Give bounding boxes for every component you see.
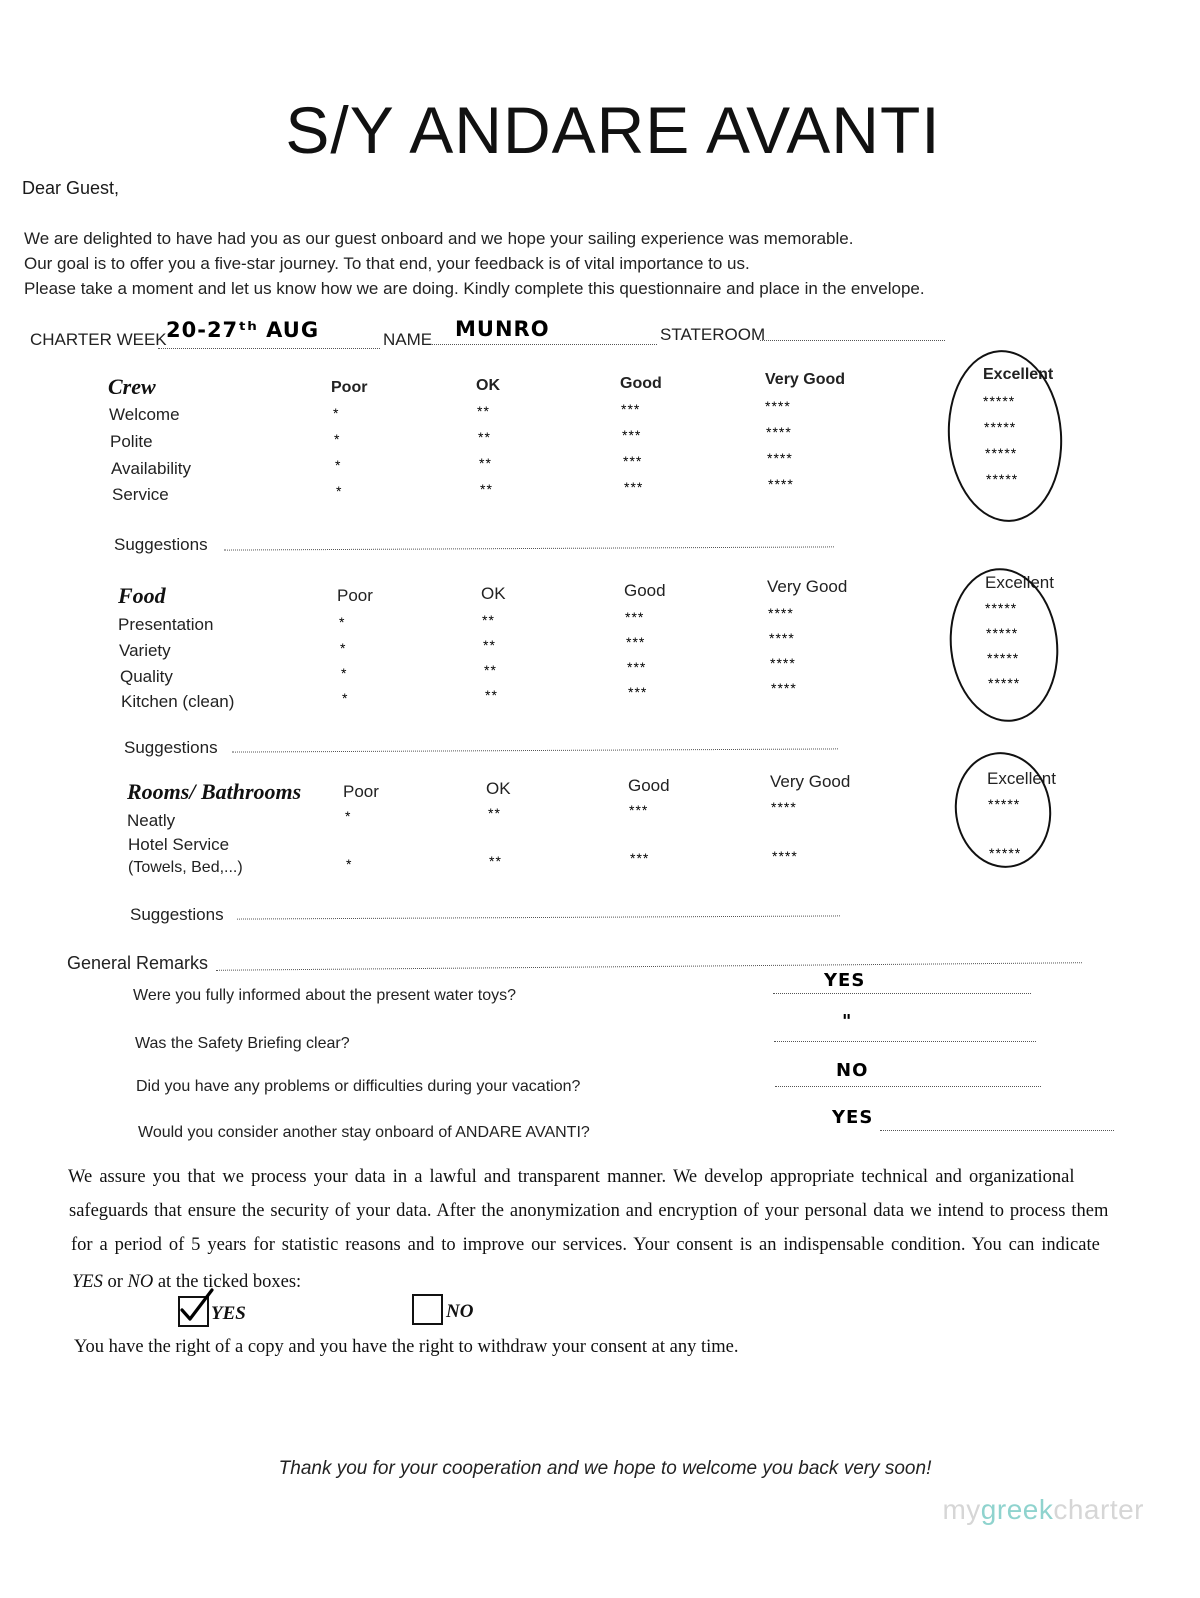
question-water-toys: Were you fully informed about the present water toys?: [133, 987, 517, 1004]
food-col-very-good: Very Good: [767, 577, 848, 596]
crew-service-poor[interactable]: *: [336, 483, 343, 499]
consent-no-label: NO: [446, 1301, 474, 1322]
rooms-neatly-ok[interactable]: **: [488, 805, 501, 821]
consent-line-1: We assure you that we process your data in a lawful and transparent manner. We develop appropriate technical and organizational: [68, 1167, 1075, 1187]
rooms-hotel-poor[interactable]: *: [346, 856, 353, 872]
answer-problems[interactable]: NO: [836, 1060, 869, 1081]
food-quality-good[interactable]: ***: [627, 659, 647, 675]
crew-service-very-good[interactable]: ****: [768, 476, 794, 492]
crew-col-very-good: Very Good: [765, 371, 846, 388]
rooms-neatly-poor[interactable]: *: [345, 808, 352, 824]
crew-service-good[interactable]: ***: [624, 479, 644, 495]
question-another-stay: Would you consider another stay onboard of ANDARE AVANTI?: [138, 1124, 590, 1141]
consent-yes-checkbox[interactable]: [178, 1296, 209, 1327]
crew-availability-poor[interactable]: *: [335, 457, 342, 473]
food-col-ok: OK: [481, 584, 506, 603]
consent-line-2: safeguards that ensure the security of your data. After the anonymization and encryption of your personal data we intend to process them: [69, 1201, 1109, 1221]
crew-col-poor: Poor: [331, 379, 368, 396]
intro-line-2: Our goal is to offer you a five-star journey. To that end, your feedback is of vital importance to us.: [24, 254, 750, 273]
consent-instruction: at the ticked boxes:: [157, 1272, 302, 1292]
food-col-excellent: Excellent: [985, 573, 1054, 592]
charter-week-label: CHARTER WEEK: [30, 330, 167, 349]
rooms-col-very-good: Very Good: [770, 772, 851, 791]
name-label: NAME: [383, 330, 433, 349]
crew-heading: Crew: [108, 374, 156, 399]
crew-polite-good[interactable]: ***: [622, 427, 642, 443]
crew-welcome-excellent[interactable]: *****: [983, 393, 1016, 409]
food-suggestions-line[interactable]: [232, 748, 838, 752]
rooms-hotel-ok[interactable]: **: [489, 853, 502, 869]
food-presentation-poor[interactable]: *: [339, 614, 346, 630]
charter-week-line: [158, 348, 380, 349]
rooms-col-poor: Poor: [343, 782, 379, 801]
food-variety-excellent[interactable]: *****: [986, 625, 1019, 641]
food-presentation-good[interactable]: ***: [625, 609, 645, 625]
name-value[interactable]: MUNRO: [455, 317, 550, 341]
food-kitchen-ok[interactable]: **: [485, 687, 498, 703]
crew-welcome-very-good[interactable]: ****: [765, 398, 791, 414]
food-heading: Food: [118, 583, 166, 608]
crew-suggestions-label: Suggestions: [114, 535, 208, 554]
crew-availability-excellent[interactable]: *****: [985, 445, 1018, 461]
food-presentation-very-good[interactable]: ****: [768, 605, 794, 621]
rooms-row-hotel-service: Hotel Service: [128, 835, 230, 854]
rooms-heading: Rooms/ Bathrooms: [127, 779, 302, 804]
food-kitchen-poor[interactable]: *: [342, 690, 349, 706]
rooms-hotel-good[interactable]: ***: [630, 850, 650, 866]
form-title: S/Y ANDARE AVANTI: [285, 93, 941, 167]
food-row-presentation: Presentation: [118, 615, 214, 634]
food-row-quality: Quality: [120, 667, 173, 686]
watermark-prefix: my: [942, 1494, 981, 1525]
crew-polite-excellent[interactable]: *****: [984, 419, 1017, 435]
thank-you-message: Thank you for your cooperation and we hope to welcome you back very soon!: [278, 1458, 932, 1479]
food-kitchen-very-good[interactable]: ****: [771, 680, 797, 696]
crew-welcome-poor[interactable]: *: [333, 405, 340, 421]
crew-availability-very-good[interactable]: ****: [767, 450, 793, 466]
food-kitchen-good[interactable]: ***: [628, 684, 648, 700]
answer-water-toys[interactable]: YES: [824, 970, 866, 991]
food-presentation-excellent[interactable]: *****: [985, 600, 1018, 616]
food-variety-good[interactable]: ***: [626, 634, 646, 650]
consent-line-3: for a period of 5 years for statistic reasons and to improve our services. Your consent is an indispensable condition. You can indicate: [71, 1235, 1100, 1255]
crew-row-availability: Availability: [111, 459, 192, 478]
charter-week-value[interactable]: 20-27ᵗʰ AUG: [166, 318, 320, 342]
consent-or-word: or: [107, 1272, 123, 1292]
food-col-poor: Poor: [337, 586, 373, 605]
crew-polite-ok[interactable]: **: [478, 429, 491, 445]
intro-line-3: Please take a moment and let us know how we are doing. Kindly complete this questionnaire and place in the envelope.: [24, 279, 925, 298]
rooms-col-ok: OK: [486, 779, 511, 798]
food-quality-poor[interactable]: *: [341, 665, 348, 681]
rooms-row-neatly: Neatly: [127, 811, 176, 830]
consent-yes-label: YES: [211, 1303, 246, 1324]
name-line: [432, 344, 657, 345]
crew-welcome-good[interactable]: ***: [621, 401, 641, 417]
rooms-suggestions-label: Suggestions: [130, 905, 224, 924]
crew-row-welcome: Welcome: [109, 405, 180, 424]
rooms-neatly-excellent[interactable]: *****: [988, 796, 1021, 812]
watermark: [942, 1494, 1144, 1526]
food-row-variety: Variety: [119, 641, 171, 660]
general-remarks-label: General Remarks: [67, 953, 209, 973]
crew-service-ok[interactable]: **: [480, 481, 493, 497]
answer-line-water-toys[interactable]: [773, 993, 1031, 994]
crew-availability-good[interactable]: ***: [623, 453, 643, 469]
crew-service-excellent[interactable]: *****: [986, 471, 1019, 487]
answer-line-another-stay[interactable]: [880, 1130, 1114, 1131]
food-quality-very-good[interactable]: ****: [770, 655, 796, 671]
rooms-hotel-excellent[interactable]: *****: [989, 845, 1022, 861]
stateroom-line[interactable]: [760, 340, 945, 341]
crew-row-service: Service: [112, 485, 169, 504]
general-remarks-line[interactable]: [216, 962, 1082, 971]
watermark-brand: greek: [980, 1494, 1054, 1525]
greeting: Dear Guest,: [22, 178, 120, 198]
food-row-kitchen: Kitchen (clean): [121, 692, 235, 711]
intro-line-1: We are delighted to have had you as our guest onboard and we hope your sailing experience was memorable.: [24, 229, 854, 248]
rooms-neatly-very-good[interactable]: ****: [771, 799, 797, 815]
answer-line-problems[interactable]: [775, 1086, 1041, 1087]
food-variety-ok[interactable]: **: [483, 637, 496, 653]
crew-polite-poor[interactable]: *: [334, 431, 341, 447]
consent-no-checkbox[interactable]: [412, 1294, 443, 1325]
question-safety-briefing: Was the Safety Briefing clear?: [135, 1035, 350, 1052]
crew-welcome-ok[interactable]: **: [477, 403, 490, 419]
food-quality-excellent[interactable]: *****: [987, 650, 1020, 666]
crew-col-ok: OK: [476, 377, 500, 394]
consent-rights: You have the right of a copy and you have the right to withdraw your consent at any time.: [74, 1337, 739, 1357]
rooms-suggestions-line[interactable]: [237, 915, 840, 919]
food-col-good: Good: [624, 581, 666, 600]
rooms-col-excellent: Excellent: [987, 769, 1056, 788]
consent-yes-word: YES: [72, 1272, 103, 1292]
answer-another-stay[interactable]: YES: [832, 1107, 874, 1128]
rooms-col-good: Good: [628, 776, 670, 795]
crew-availability-ok[interactable]: **: [479, 455, 492, 471]
watermark-suffix: charter: [1053, 1494, 1144, 1525]
crew-row-polite: Polite: [110, 432, 153, 451]
crew-polite-very-good[interactable]: ****: [766, 424, 792, 440]
stateroom-label: STATEROOM: [660, 325, 766, 344]
food-kitchen-excellent[interactable]: *****: [988, 675, 1021, 691]
rooms-hotel-very-good[interactable]: ****: [772, 848, 798, 864]
crew-col-excellent: Excellent: [983, 366, 1054, 383]
crew-col-good: Good: [620, 375, 662, 392]
question-problems: Did you have any problems or difficulties during your vacation?: [136, 1078, 581, 1095]
crew-suggestions-line[interactable]: [224, 546, 834, 550]
food-quality-ok[interactable]: **: [484, 662, 497, 678]
rooms-neatly-good[interactable]: ***: [629, 802, 649, 818]
rooms-row-towels-bed: (Towels, Bed,...): [128, 859, 243, 876]
answer-line-safety-briefing[interactable]: [774, 1041, 1036, 1042]
food-presentation-ok[interactable]: **: [482, 612, 495, 628]
answer-safety-briefing[interactable]: ": [842, 1011, 853, 1032]
food-suggestions-label: Suggestions: [124, 738, 218, 757]
food-variety-poor[interactable]: *: [340, 640, 347, 656]
food-variety-very-good[interactable]: ****: [769, 630, 795, 646]
consent-no-word: NO: [127, 1272, 154, 1292]
